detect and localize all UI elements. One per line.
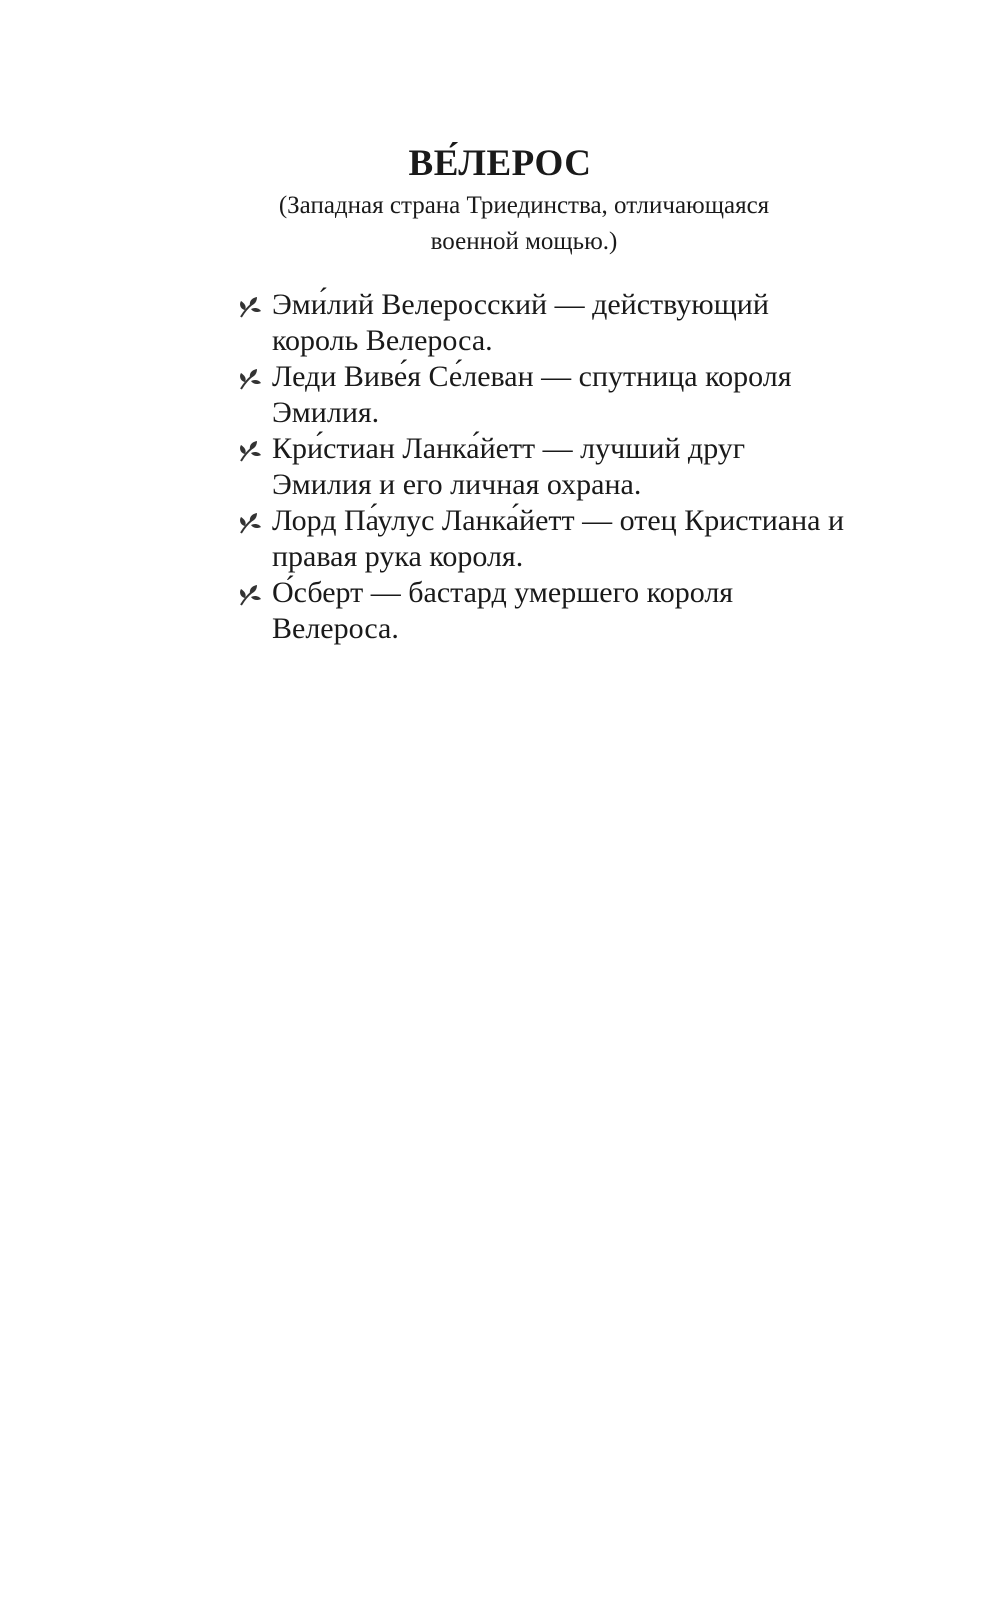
entry-text: Кри́стиан Ланка́йетт — лучший друг Эмилия и его личная охрана. [272,432,746,501]
list-item [238,287,848,359]
list-item [238,431,848,503]
entry-text: О́сберт — бастард умершего короля Велероса. [272,576,734,645]
section-heading: ВЕ́ЛЕРОС [408,143,592,184]
fleuron-leaf-icon [238,512,262,534]
list-item [238,575,848,647]
fleuron-leaf-icon [238,440,262,462]
list-item [238,503,848,575]
character-list [238,287,848,647]
list-item [238,359,848,431]
entry-text: Эми́лий Велеросский — действующий король Велероса. [272,288,769,357]
fleuron-leaf-icon [238,584,262,606]
entry-text: Леди Виве́я Се́леван — спутница короля Эмилия. [272,360,792,429]
entry-text: Лорд Па́улус Ланка́йетт — отец Кристиана и правая рука короля. [272,504,845,573]
fleuron-leaf-icon [238,368,262,390]
fleuron-leaf-icon [238,296,262,318]
section-subtitle: (Западная страна Триединства, отличающаяся военной мощью.) [278,192,770,255]
